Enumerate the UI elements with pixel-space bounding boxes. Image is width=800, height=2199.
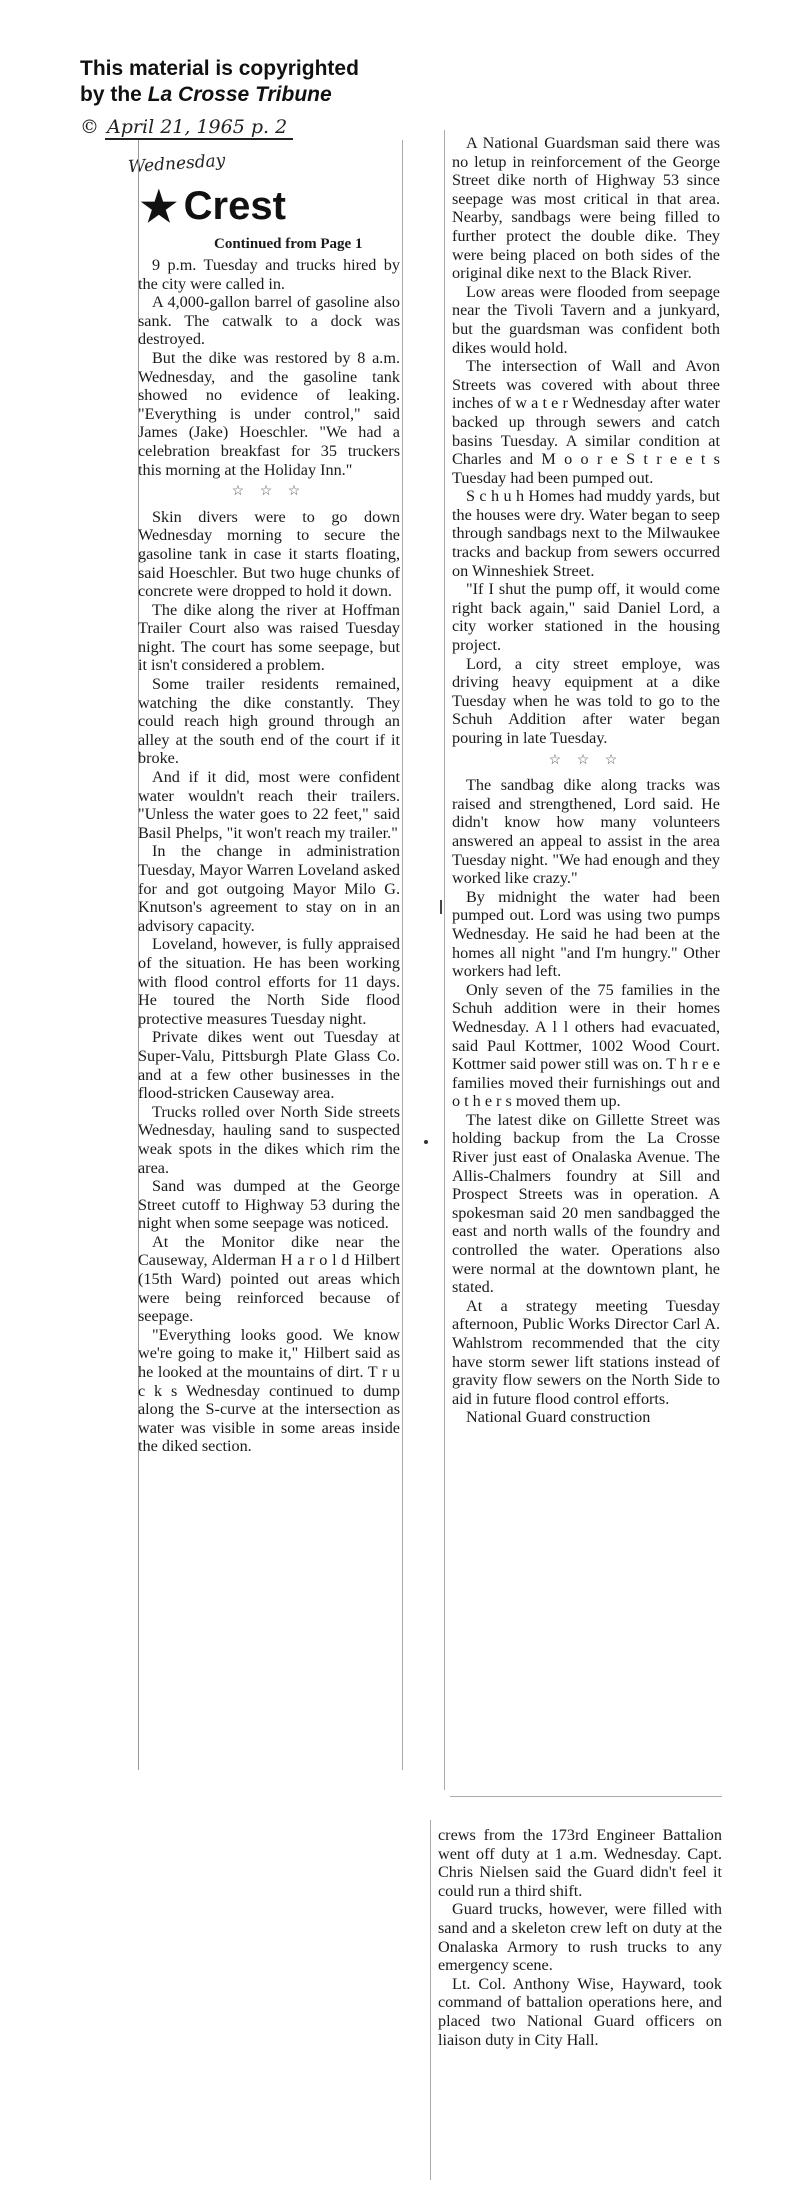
paragraph: Guard trucks, however, were filled with sand and a skeleton crew left on duty at the Onalaska Armory to rush trucks to any emergency scene. (438, 1900, 722, 1975)
article-column-3 (438, 1826, 722, 2049)
paragraph: Skin divers were to go down Wednesday morning to secure the gasoline tank in case it starts floating, said Hoeschler. But two huge chunks of concrete were dropped to hold it down. (138, 507, 400, 601)
date-note: April 21, 1965 p. 2 (105, 116, 293, 140)
paragraph: By midnight the water had been pumped out. Lord was using two pumps Wednesday. He said he had been at the homes all night "and I'm hungry." Other workers had left. (452, 887, 720, 981)
paragraph: The latest dike on Gillette Street was holding backup from the La Crosse River just east of Onalaska Avenue. The Allis-Chalmers foundry at Sill and Prospect Streets was in operation. A spokesman said 20 men sandbagged the east and north walls of the foundry and controlled the water. Operations also were normal at the downtown plant, he stated. (452, 1110, 720, 1297)
copyright-line-2 (80, 82, 420, 108)
article-column-2 (452, 134, 720, 1427)
publication-name: La Crosse Tribune (147, 83, 332, 106)
copyright-notice (80, 56, 420, 108)
paragraph: S c h u h Homes had muddy yards, but the houses were dry. Water began to seep through sandbags next to the Milwaukee tracks and backup from sewers occurred on Winneshiek Street. (452, 487, 720, 580)
paragraph: "If I shut the pump off, it would come right back again," said Daniel Lord, a city worker stationed in the housing project. (452, 580, 720, 655)
column-rule-second (444, 130, 447, 1790)
paragraph: Only seven of the 75 families in the Schuh addition were in their homes Wednesday. A l l others had evacuated, said Paul Kottmer, 1002 Wood Court. Kottmer said power still was on. T h r e e families moved their furnishings out and o t h e r s moved them up. (452, 980, 720, 1111)
column-rule-third (430, 1820, 433, 2180)
paragraph: The intersection of Wall and Avon Streets was covered with about three inches of w a t e r Wednesday after water backed up through sewers and catch basins Tuesday. A similar condition at Charles and M o o r e S t r e e t s Tuesday had been pumped out. (452, 357, 720, 487)
section-separator: ☆ ☆ ☆ (548, 752, 624, 768)
clipping-edge (450, 1796, 722, 1797)
paragraph: Low areas were flooded from seepage near the Tivoli Tavern and a junkyard, but the guardsman was confident both dikes would hold. (452, 282, 720, 357)
paragraph: But the dike was restored by 8 a.m. Wednesday, and the gasoline tank showed no evidence of leaking. "Everything is under control," said James (Jake) Hoeschler. "We had a celebration breakfast for 35 truckers this morning at the Holiday Inn." (138, 348, 400, 479)
paragraph: crews from the 173rd Engineer Battalion went off duty at 1 a.m. Wednesday. Capt. Chris Nielsen said the Guard didn't feel it could run a third shift. (438, 1826, 722, 1900)
paragraph: The dike along the river at Hoffman Trailer Court also was raised Tuesday night. The court has some seepage, but it isn't considered a problem. (138, 600, 400, 675)
star-icon: ★ (140, 182, 178, 230)
paragraph: In the change in administration Tuesday, Mayor Warren Loveland asked for and got outgoing Mayor Milo G. Knutson's agreement to stay on in an advisory capacity. (138, 842, 400, 935)
copyright-line-1: This material is copyrighted (80, 57, 359, 80)
continued-note: Continued from Page 1 (214, 236, 363, 252)
paragraph: Lord, a city street employe, was driving heavy equipment at a dike Tuesday when he was told to go to the Schuh Addition after water began pouring in late Tuesday. (452, 654, 720, 747)
handwritten-day: Wednesday (127, 150, 226, 178)
paragraph: "Everything looks good. We know we're going to make it," Hilbert said as he looked at the mountains of dirt. T r u c k s Wednesday continued to dump along the S-curve at the intersection as water was visible in some areas inside the diked section. (138, 1325, 400, 1456)
paragraph: At the Monitor dike near the Causeway, Alderman H a r o l d Hilbert (15th Ward) pointed out areas which were being reinforced because of seepage. (138, 1232, 400, 1326)
print-speck (424, 1140, 428, 1144)
handwritten-date (80, 116, 293, 140)
article-headline (140, 184, 286, 229)
paragraph: Trucks rolled over North Side streets Wednesday, hauling sand to suspected weak spots in the dikes which rim the area. (138, 1102, 400, 1177)
column-rule-middle (402, 140, 405, 1770)
paragraph: Sand was dumped at the George Street cutoff to Highway 53 during the night when some seepage was noticed. (138, 1177, 400, 1233)
paragraph: National Guard construction (466, 1408, 651, 1427)
paragraph: And if it did, most were confident water wouldn't reach their trailers. "Unless the water goes to 22 feet," said Basil Phelps, "it won't reach my trailer." (138, 768, 400, 842)
section-separator: ☆ ☆ ☆ (231, 484, 307, 500)
paragraph: At a strategy meeting Tuesday afternoon, Public Works Director Carl A. Wahlstrom recommended that the city have storm sewer lift stations instead of gravity flow sewers on the North Side to aid in future flood control efforts. (452, 1296, 720, 1408)
paragraph: A 4,000-gallon barrel of gasoline also sank. The catwalk to a dock was destroyed. (138, 293, 400, 349)
paragraph: Loveland, however, is fully appraised of the situation. He has been working with flood control efforts for 11 days. He toured the North Side flood protective measures Tuesday night. (138, 935, 400, 1028)
paragraph: Some trailer residents remained, watching the dike constantly. They could reach high ground through an alley at the south end of the court if it broke. (138, 675, 400, 768)
copyright-symbol: © (80, 116, 99, 138)
paragraph: Private dikes went out Tuesday at Super-Valu, Pittsburgh Plate Glass Co. and at a few other businesses in the flood-stricken Causeway area. (138, 1028, 400, 1103)
headline-text: Crest (183, 184, 286, 228)
article-column-1 (138, 256, 400, 1456)
paragraph: 9 p.m. Tuesday and trucks hired by the city were called in. (138, 256, 400, 293)
copyright-prefix: by the (80, 83, 148, 106)
paragraph: A National Guardsman said there was no letup in reinforcement of the George Street dike north of Highway 53 since seepage was most critical in that area. Nearby, sandbags were being filled to further protect the double dike. They were being placed on both sides of the original dike next to the Black River. (452, 134, 720, 283)
print-mark (440, 900, 442, 914)
paragraph: The sandbag dike along tracks was raised and strengthened, Lord said. He didn't know how many volunteers answered an appeal to assist in the area Tuesday night. "We had enough and they worked like crazy." (452, 776, 720, 888)
paragraph: Lt. Col. Anthony Wise, Hayward, took command of battalion operations here, and placed two National Guard officers on liaison duty in City Hall. (438, 1974, 722, 2049)
